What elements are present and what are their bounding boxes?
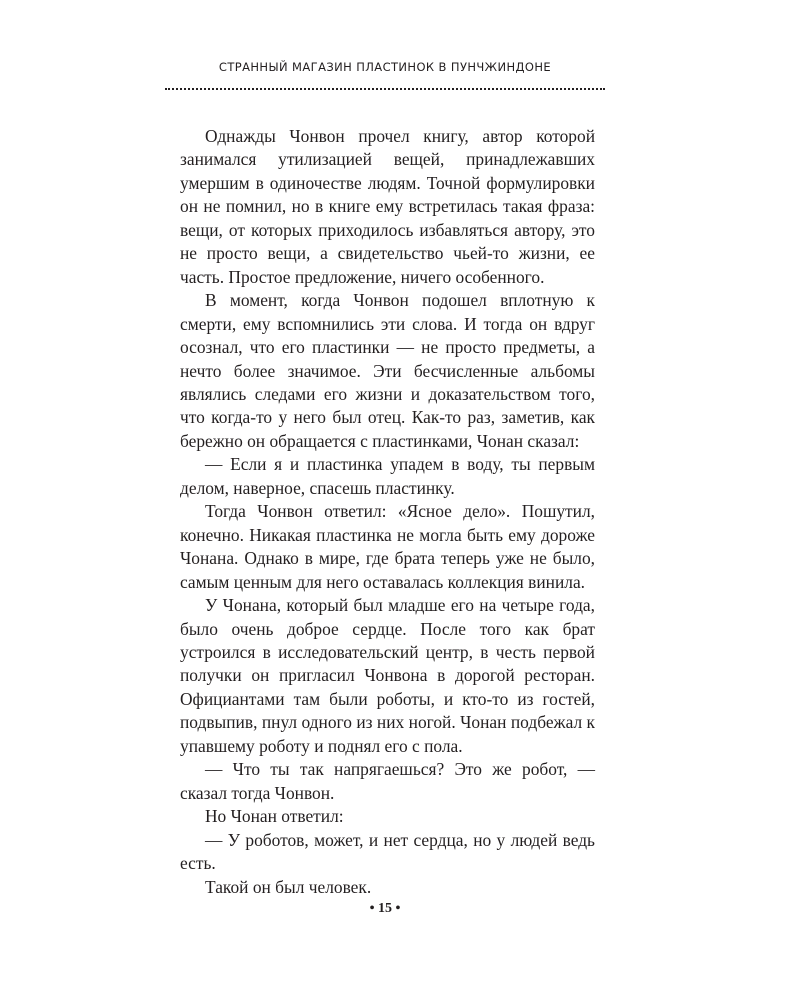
paragraph: Но Чонан ответил: [205,806,344,827]
paragraph: В момент, когда Чонвон подошел вплотную к смерти, ему вспомнились эти слова. И тогда он вдруг осознал, что его пластинки — не просто предметы, а нечто более значимое. Эти бесчисленные альбомы являлись следами его жизни и доказательством того, что когда-то у него был отец. Как-то раз, заметив, как бережно он обращается с пластинками, Чонан сказал: [180,290,595,451]
dotted-divider [165,88,605,90]
body-text [180,125,595,899]
paragraph: Тогда Чонвон ответил: «Ясное дело». Пошутил, конечно. Никакая пластинка не могла быть ему дороже Чонана. Однако в мире, где брата теперь уже не было, самым ценным для него оставалась коллекция винила. [180,501,595,592]
dialogue-line: — Если я и пластинка упадем в воду, ты первым делом, наверное, спасешь пластинку. [180,454,595,498]
dialogue-line: — У роботов, может, и нет сердца, но у людей ведь есть. [180,829,595,874]
paragraph: Такой он был человек. [205,876,372,897]
paragraph: У Чонана, который был младше его на четыре года, было очень доброе сердце. После того как брат устроился в исследовательский центр, в честь первой получки он пригласил Чонвона в дорогой ресторан. Официантами там были роботы, и кто-то из гостей, подвыпив, пнул одного из них ногой. Чонан подбежал к упавшему роботу и поднял его с пола. [180,595,595,756]
paragraph: Однажды Чонвон прочел книгу, автор которой занимался утилизацией вещей, принадлежавших умершим в одиночестве людям. Точной формулировки он не помнил, но в книге ему встретилась такая фраза: вещи, от которых приходилось избавляться автору, это не просто вещи, а свидетельство чьей-то жизни, ее часть. Простое предложение, ничего особенного. [180,126,595,287]
dialogue-line: — Что ты так напрягаешься? Это же робот, — сказал тогда Чонвон. [180,759,595,803]
running-head: СТРАННЫЙ МАГАЗИН ПЛАСТИНОК В ПУНЧЖИНДОНЕ [218,60,552,74]
page-number: • 15 • [369,901,401,916]
